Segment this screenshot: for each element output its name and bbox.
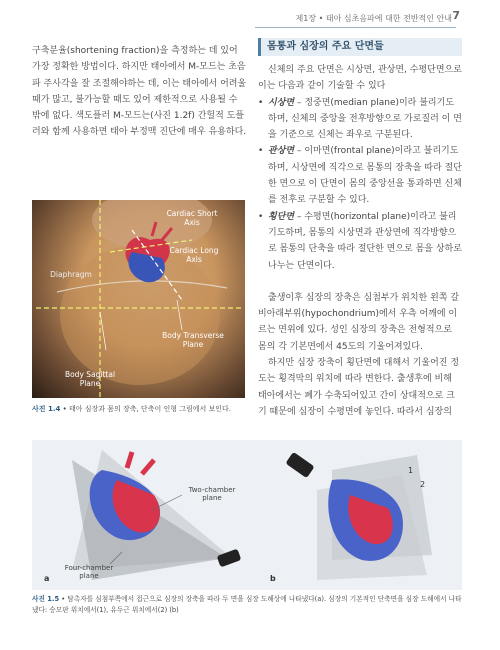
list-item xyxy=(258,143,462,208)
cardiac-short-axis-label: Cardiac Short Axis xyxy=(166,209,218,227)
diaphragm-label: Diaphragm xyxy=(50,270,92,279)
left-paragraph: 구축분율(shortening fraction)을 측정하는 데 있어 가장 정확한 방법이다. 하지만 태아에서 M-모드는 초음파 주사각을 잘 조절해야하는 데, 이는 태아에서 어려울 때가 많고, 불가능할 때도 있어 제한적으로 사용될 수 밖에 없다. 색도플러 M-모드는(사진 1.2f) 간헐적 도플러와 함께 사용하면 태아 부정맥 진단에 매우 유용하다. xyxy=(32,46,247,138)
mark-1-label: 1 xyxy=(408,466,414,475)
list-text: – 수평면(horizontal plane)이라고 불리기도하며, 몸통의 시상면과 관상면에 직각방향으로 몸통의 단축을 따라 절단한 면으로 몸을 상하로 나누는 단면이다. xyxy=(268,211,462,271)
two-chamber-plane-label: Two-chamber plane xyxy=(188,486,236,502)
list-item xyxy=(258,209,462,274)
body-sagittal-plane-label: Body Sagittal Plane xyxy=(64,370,116,388)
mark-2-label: 2 xyxy=(420,480,426,489)
heart-planes-figure xyxy=(32,440,462,590)
list-term: 관상면 xyxy=(268,146,295,157)
page-header xyxy=(0,0,500,30)
body-transverse-plane-label: Body Transverse Plane xyxy=(162,331,224,349)
photo-overlay xyxy=(32,200,245,398)
panel-a-label: a xyxy=(44,574,50,583)
doll-photo-figure xyxy=(32,200,245,398)
list-item xyxy=(258,95,462,144)
body-paragraph: 출생이후 심장의 장축은 심첨부가 위치한 왼쪽 갈비아래부위(hypochondrium)에서 우측 어깨에 이르는 면위에 있다. 성인 심장의 장축은 전형적으로 몸의 각 기본면에서 45도의 기울어져있다. xyxy=(258,292,460,352)
figure-1-4-caption xyxy=(32,404,247,414)
caption-label: 사진 1.5 xyxy=(32,595,60,603)
page-number: 7 xyxy=(452,9,460,22)
header-rule xyxy=(255,27,456,28)
left-column xyxy=(32,43,247,141)
running-title: 제1장 • 태아 심초음파에 대한 전반적인 안내 xyxy=(295,14,452,23)
panel-b-label: b xyxy=(270,574,276,583)
body-paragraph: 하지만 심장 장축이 횡단면에 대해서 기울어진 정도는 횡격막의 위치에 따라 변한다. 출생후에 비해 태아에서는 폐가 수축되어있고 간이 상대적으로 크기 때문에 심장이 수평면에 놓인다. 따라서 심장의 xyxy=(258,358,460,417)
caption-label: 사진 1.4 xyxy=(32,405,61,413)
four-chamber-plane-label: Four-chamber plane xyxy=(64,564,114,580)
caption-text: • 탐촉자를 심첨부쪽에서 접근으로 심장의 장축을 따라 두 면을 심장 도해상에 나타냈다(a). 심장의 기본적인 단축면을 심장 도해에서 나타냈다: 승모판 위치에서(1), 유두근 위치에서(2) (b) xyxy=(32,595,462,614)
list-term: 횡단면 xyxy=(268,211,295,222)
right-column xyxy=(258,38,462,420)
cardiac-long-axis-label: Cardiac Long Axis xyxy=(169,246,219,264)
list-text: – 정중면(median plane)이라 불리기도 하며, 신체의 중앙을 전후방향으로 가로질러 이 면을 기준으로 신체는 좌우로 구분된다. xyxy=(268,97,462,141)
plane-list xyxy=(258,95,462,274)
list-text: – 이마면(frontal plane)이라고 불리기도 하며, 시상면에 직각으로 몸통의 장축을 따라 절단한 면으로 이 단면이 몸의 중앙선을 통과하면 신체를 전후로 구분할 수 있다. xyxy=(268,146,462,206)
figure-1-5-caption xyxy=(32,594,462,616)
section-title: 몸통과 심장의 주요 단면들 xyxy=(258,38,462,56)
caption-text: • 태아 심장과 몸의 장축, 단축이 인형 그림에서 보인다. xyxy=(60,405,231,413)
list-term: 시상면 xyxy=(268,97,295,108)
intro-paragraph: 신체의 주요 단면은 시상면, 관상면, 수평단면으로 이는 다음과 같이 기술할 수 있다 xyxy=(258,65,462,92)
